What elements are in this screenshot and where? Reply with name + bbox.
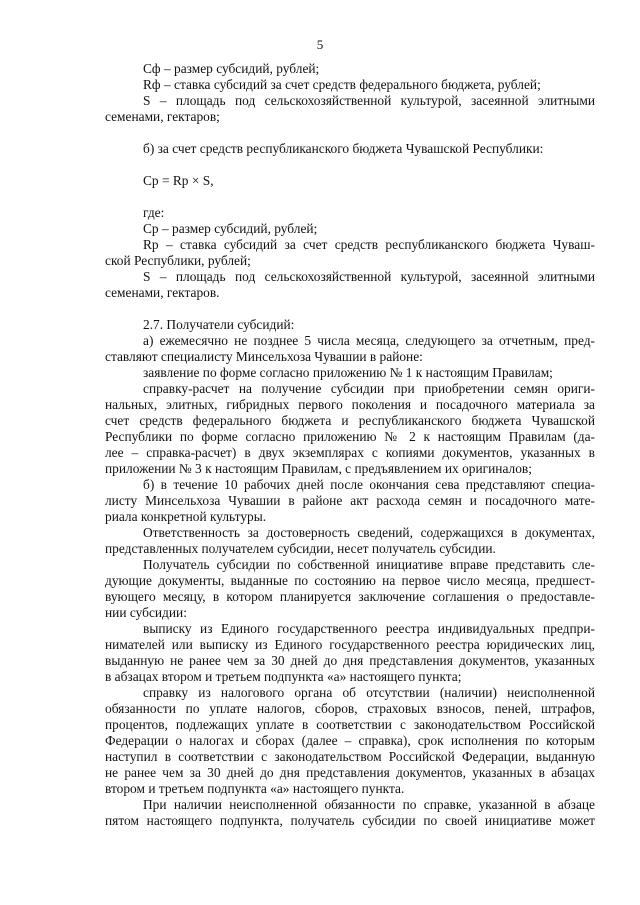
text-line: Сф – размер субсидий, рублей; (143, 61, 320, 76)
text-line: вующего месяцу, в котором планируется заключение соглашения о предоставле- (105, 589, 595, 604)
text-line: риала конкретной культуры. (105, 509, 267, 524)
text-line: S – площадь под сельскохозяйственной культурой, засеянной элитными (143, 93, 595, 108)
document-body (105, 61, 595, 829)
text-line: справку из налогового органа об отсутствии (наличии) неисполненной (143, 685, 595, 700)
text-line: приложении № 3 к настоящим Правилам, с предъявлением их оригиналов; (105, 461, 532, 476)
text-line: в абзацах втором и третьем подпункта «а» настоящего пункта; (105, 669, 462, 684)
text-line: S – площадь под сельскохозяйственной культурой, засеянной элитными (143, 269, 595, 284)
text-line: Федерации о налогах и сборах (далее – справка), срок исполнения по которым (105, 733, 595, 748)
text-line: справку-расчет на получение субсидии при приобретении семян ориги- (143, 381, 595, 396)
text-line: 2.7. Получатели субсидий: (143, 317, 295, 332)
text-line: втором и третьем подпункта «а» настоящего пункта. (105, 781, 405, 796)
text-line: При наличии неисполненной обязанности по справке, указанной в абзаце (143, 797, 595, 812)
text-line: Ответственность за достоверность сведений, содержащихся в документах, (143, 525, 595, 540)
text-line: б) в течение 10 рабочих дней после окончания сева представляют специа- (143, 477, 595, 492)
text-line: нимателей или выписку из Единого государственного реестра юридических лиц, (105, 637, 595, 652)
text-line: пятом настоящего подпункта, получатель субсидии по своей инициативе может (105, 813, 595, 828)
text-line: заявление по форме согласно приложению № 1 к настоящим Правилам; (143, 365, 553, 380)
text-line: лее – справка-расчет) в двух экземплярах с копиями документов, указанных в (105, 445, 595, 460)
text-line: не ранее чем за 30 дней до дня представления документов, указанных в абзацах (105, 765, 595, 780)
text-line: листу Минсельхоза Чувашии в районе акт расхода семян и посадочного мате- (105, 493, 595, 508)
text-line: процентов, подлежащих уплате в соответствии с законодательством Российской (105, 717, 595, 732)
text-line: обязанности по уплате налогов, сборов, страховых взносов, пеней, штрафов, (105, 701, 595, 716)
text-line: Rр – ставка субсидий за счет средств республиканского бюджета Чуваш- (143, 237, 595, 252)
paragraph-gap (105, 157, 595, 173)
text-line: наступил в соответствии с законодательством Российской Федерации, выданную (105, 749, 595, 764)
text-line: Ср = Rр × S, (143, 173, 214, 188)
text-line: ставляют специалисту Минсельхоза Чувашии в районе: (105, 349, 423, 364)
text-line: Rф – ставка субсидий за счет средств федерального бюджета, рублей; (143, 77, 541, 92)
text-line: а) ежемесячно не позднее 5 числа месяца, следующего за отчетным, пред- (143, 333, 595, 348)
text-line: семенами, гектаров; (105, 109, 220, 124)
text-line: семенами, гектаров. (105, 285, 220, 300)
text-line: выданную не ранее чем за 30 дней до дня представления документов, указанных (105, 653, 595, 668)
text-line: нальных, элитных, гибридных первого поколения и посадочного материала за (105, 397, 595, 412)
text-line: счет средств федерального бюджета и республиканского бюджета Чувашской (105, 413, 595, 428)
paragraph-gap (105, 301, 595, 317)
paragraph-gap (105, 125, 595, 141)
text-line: Ср – размер субсидий, рублей; (143, 221, 318, 236)
text-line: б) за счет средств республиканского бюджета Чувашской Республики: (143, 141, 544, 156)
text-line: выписку из Единого государственного реестра индивидуальных предпри- (143, 621, 595, 636)
text-line: где: (143, 205, 165, 220)
text-line: представленных получателем субсидии, несет получатель субсидии. (105, 541, 496, 556)
text-line: Республики по форме согласно приложению № 2 к настоящим Правилам (да- (105, 429, 595, 444)
text-line: ской Республики, рублей; (105, 253, 251, 268)
paragraph-gap (105, 189, 595, 205)
text-line: дующие документы, выданные по состоянию на первое число месяца, предшест- (105, 573, 595, 588)
text-line: нии субсидии: (105, 605, 187, 620)
text-line: Получатель субсидии по собственной инициативе вправе представить сле- (143, 557, 595, 572)
page-number: 5 (316, 37, 324, 52)
